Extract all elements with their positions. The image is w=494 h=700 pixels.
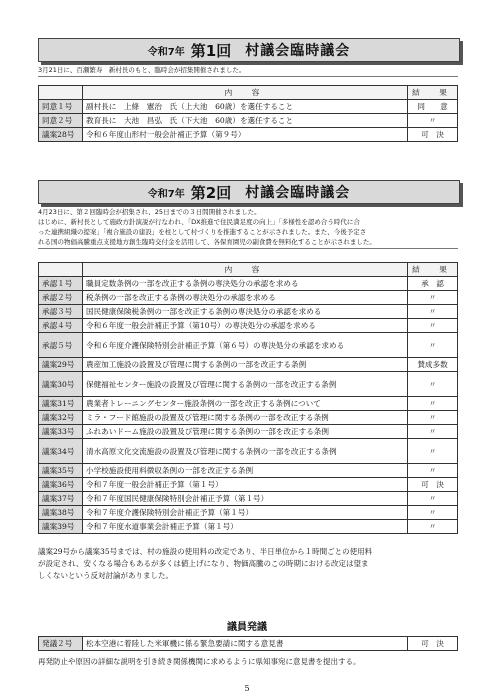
table-row: 同意２号 教育長に 大池 昌弘 氏（下大池 60歳）を選任すること 〃 (39, 114, 458, 128)
table-row: 議案30号 保健福祉センター施設の設置及び管理に関する条例の一部を改正する条例 〃 (39, 372, 458, 397)
section2-banner (38, 180, 460, 204)
section1-title: 村議会臨時議会 (245, 43, 351, 59)
table-row: 議案35号 小学校施設使用料徴収条例の一部を改正する条例 〃 (39, 464, 458, 478)
header-result: 結 果 (408, 263, 458, 277)
header-content: 内 容 (83, 263, 408, 277)
table-row: 議案39号 令和７年度水道事業会計補正予算（第１号） 〃 (39, 520, 458, 534)
table-row: 同意１号 副村長に 上條 憲治 氏（上大池 60歳）を選任すること 同 意 (39, 100, 458, 114)
header-content: 内 容 (83, 86, 408, 100)
table-row: 議案31号 農業者トレーニングセンター施設条例の一部を改正する条例について 〃 (39, 397, 458, 411)
table-row: 議案34号 清水高原文化交流施設の設置及び管理に関する条例の一部を改正する条例 〃 (39, 439, 458, 464)
section1-table (38, 85, 458, 142)
table-row: 議案38号 令和７年度介護保険特別会計補正予算（第１号） 〃 (39, 506, 458, 520)
section3-table (38, 636, 458, 651)
section2-era: 令和7年 (147, 188, 185, 200)
table-row: 承認１号 職員定数条例の一部を改正する条例の専決処分の承認を求める 承 認 (39, 277, 458, 291)
section1-number: 第1回 (190, 41, 232, 60)
table-row: 承認４号 令和６年度一般会計補正予算（第10号）の専決処分の承認を求める 〃 (39, 319, 458, 333)
table-row: 議案28号 令和６年度山形村一般会計補正予算（第９号） 可 決 (39, 128, 458, 142)
table-row: 発議２号 松本空港に着陸した米軍機に係る緊急要請に関する意見書 可 決 (39, 637, 458, 651)
header-result: 結 果 (408, 86, 458, 100)
table-row: 承認５号 令和６年度介護保険特別会計補正予算（第６号）の専決処分の承認を求める 〃 (39, 333, 458, 358)
section2-number: 第2回 (190, 183, 232, 202)
section2-intro: 4月23日に、第２回臨時会が招集され、25日までの３日間開催されました。 はじめに、新村長として施政方針演説が行なわれ、「DX推進で住民満足度の向上」「多様性を認め合う時代に合 った連携組織の提案」「複合施設の建設」を柱として村づくりを推進することが示されました。また、今後予定さ れる国の物価高騰重点支援地方創生臨時交付金を活用して、各保育園児の副食費を無料化することが示されました。 (38, 207, 458, 249)
section3-heading: 議員発議 (227, 622, 267, 633)
table-row: 承認２号 税条例の一部を改正する条例の専決処分の承認を求める 〃 (39, 291, 458, 305)
section2-table (38, 262, 458, 534)
table-row: 議案37号 令和７年度国民健康保険特別会計補正予算（第１号） 〃 (39, 492, 458, 506)
table-row: 議案32号 ミラ・フード館施設の設置及び管理に関する条例の一部を改正する条例 〃 (39, 411, 458, 425)
table-row: 議案29号 農産加工施設の設置及び管理に関する条例の一部を改正する条例 賛成多数 (39, 358, 458, 372)
table-row: 議案36号 令和７年度一般会計補正予算（第１号） 可 決 (39, 478, 458, 492)
section2-title: 村議会臨時議会 (245, 185, 351, 201)
table-header (39, 263, 458, 277)
section3-note: 再発防止や原因の詳細な説明を引き続き関係機関に求めるように県知事宛に意見書を提出する。 (38, 657, 361, 666)
table-row: 議案33号 ふれあいドーム施設の設置及び管理に関する条例の一部を改正する条例 〃 (39, 425, 458, 439)
page-number: 5 (244, 684, 250, 693)
table-header (39, 86, 458, 100)
section1-banner (38, 38, 460, 62)
section1-intro: 3月21日に、百瀬繁寿 新村長のもと、臨時会が招集開催されました。 (38, 65, 458, 77)
section1-era: 令和7年 (147, 46, 185, 58)
section2-note: 議案29号から議案35号までは、村の施設の使用料の改定であり、半日単位から１時間ごとの使用料 が設定され、安くなる場合もあるが多くは値上げになり、物価高騰のこの時期における改定は望ま しくないという反対討論がありました。 (38, 547, 373, 580)
table-row: 承認３号 国民健康保険税条例の一部を改正する条例の専決処分の承認を求める 〃 (39, 305, 458, 319)
